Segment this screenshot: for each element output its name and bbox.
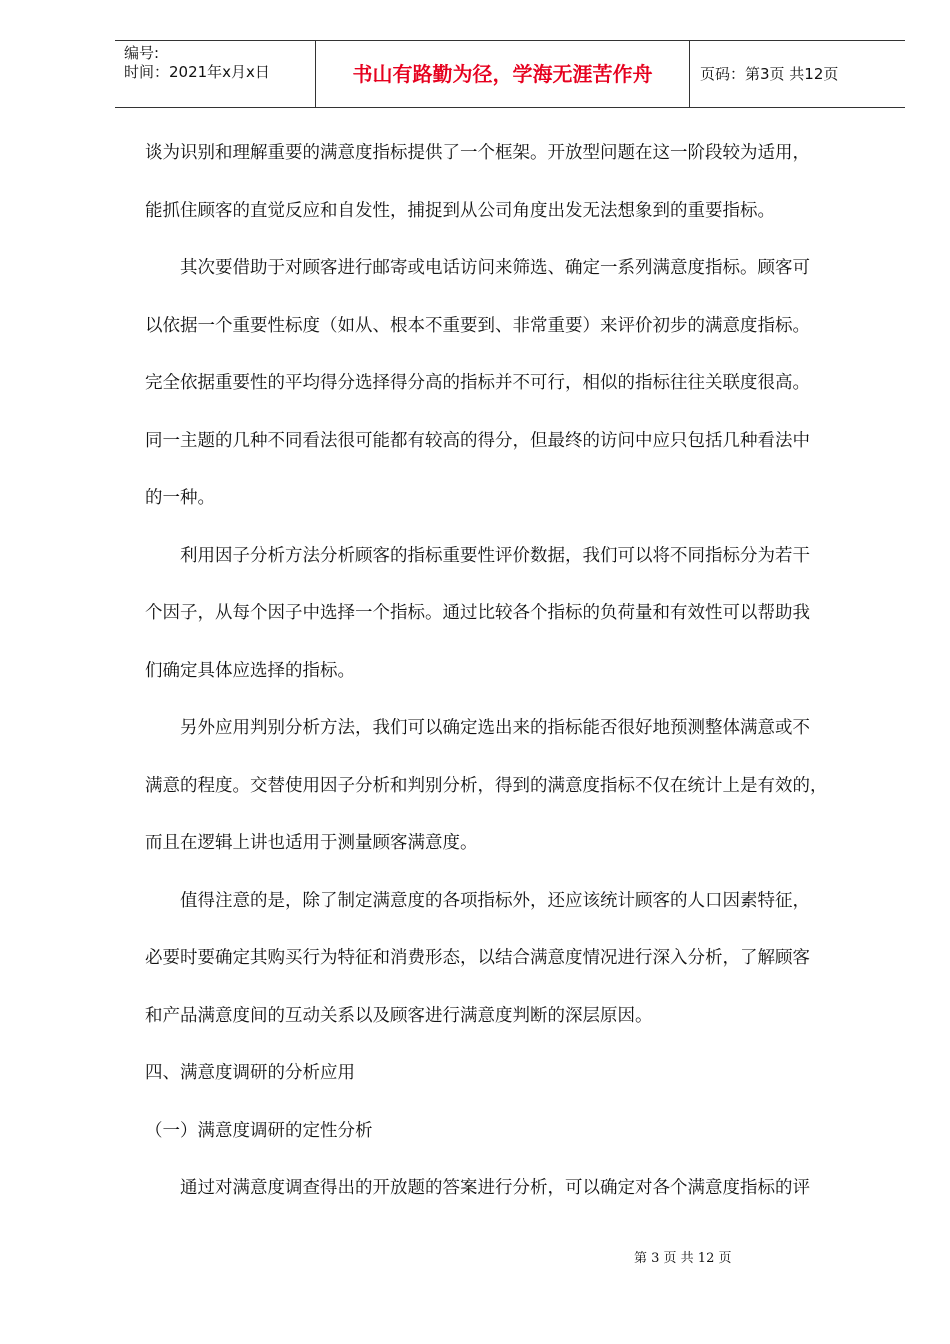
text-line: 和产品满意度间的互动关系以及顾客进行满意度判断的深层原因。	[145, 1005, 653, 1026]
text-line: 能抓住顾客的直觉反应和自发性，捕捉到从公司角度出发无法想象到的重要指标。	[145, 200, 775, 221]
header-meta	[115, 41, 316, 107]
text-line: 另外应用判别分析方法，我们可以确定选出来的指标能否很好地预测整体满意或不	[180, 718, 810, 738]
page-footer: 第 3 页 共 12 页	[634, 1251, 732, 1266]
subsection-heading: （一）满意度调研的定性分析	[145, 1120, 373, 1141]
text-line: 其次要借助于对顾客进行邮寄或电话访问来筛选、确定一系列满意度指标。顾客可	[180, 258, 810, 278]
time-label: 时间：2021年x月x日	[124, 63, 270, 81]
text-line: 的一种。	[145, 488, 215, 508]
text-line: 们确定具体应选择的指标。	[145, 660, 355, 681]
text-line: 利用因子分析方法分析顾客的指标重要性评价数据，我们可以将不同指标分为若干	[180, 545, 810, 566]
text-line: 以依据一个重要性标度（如从、根本不重要到、非常重要）来评价初步的满意度指标。	[145, 315, 810, 336]
page-header	[115, 40, 905, 108]
text-line: 满意的程度。交替使用因子分析和判别分析，得到的满意度指标不仅在统计上是有效的，	[145, 775, 828, 796]
document-body	[145, 125, 885, 1218]
text-line: 必要时要确定其购买行为特征和消费形态，以结合满意度情况进行深入分析，了解顾客	[145, 948, 810, 968]
text-line: 同一主题的几种不同看法很可能都有较高的得分，但最终的访问中应只包括几种看法中	[145, 430, 810, 451]
header-page-info: 页码：第3页 共12页	[700, 65, 839, 83]
header-motto: 书山有路勤为径，学海无涯苦作舟	[316, 41, 690, 107]
text-line: 谈为识别和理解重要的满意度指标提供了一个框架。开放型问题在这一阶段较为适用，	[145, 143, 810, 163]
section-heading: 四、满意度调研的分析应用	[145, 1063, 355, 1083]
text-line: 而且在逻辑上讲也适用于测量顾客满意度。	[145, 833, 478, 853]
text-line: 完全依据重要性的平均得分选择得分高的指标并不可行，相似的指标往往关联度很高。	[145, 373, 810, 393]
text-line: 个因子，从每个因子中选择一个指标。通过比较各个指标的负荷量和有效性可以帮助我	[145, 603, 810, 623]
text-line: 值得注意的是，除了制定满意度的各项指标外，还应该统计顾客的人口因素特征，	[180, 890, 810, 911]
serial-label: 编号:	[124, 44, 160, 62]
text-line: 通过对满意度调查得出的开放题的答案进行分析，可以确定对各个满意度指标的评	[180, 1178, 810, 1198]
